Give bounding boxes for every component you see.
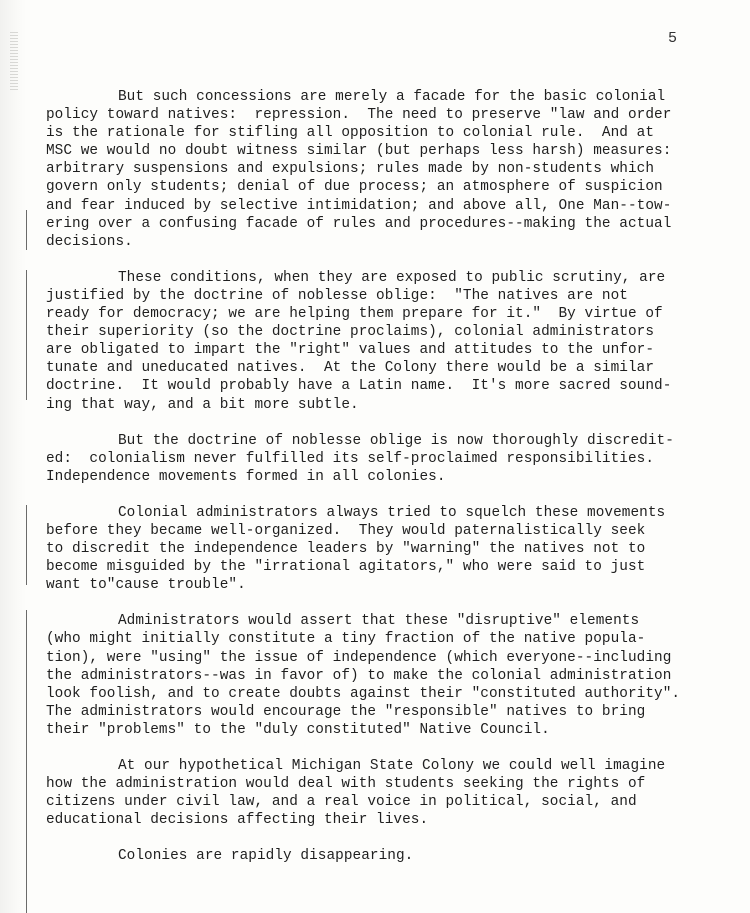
text-line: how the administration would deal with students seeking the rights of [46,776,646,793]
text-line: But such concessions are merely a facade for the basic colonial [118,89,666,105]
paragraph [46,504,706,594]
paragraph [46,757,706,829]
text-line: want to"cause trouble". [46,577,246,594]
text-line: tunate and uneducated natives. At the Colony there would be a similar [46,360,655,377]
text-line: But the doctrine of noblesse oblige is now thoroughly discredit- [118,432,674,449]
margin-line [26,210,27,250]
page-number: 5 [668,30,678,47]
text-line: (who might initially constitute a tiny fraction of the native popula- [46,631,646,648]
text-line: and fear induced by selective intimidation; and above all, One Man--tow- [46,197,672,214]
margin-line [26,270,27,400]
text-line: Independence movements formed in all colonies. [46,468,446,485]
paragraph [46,269,706,414]
text-line: doctrine. It would probably have a Latin name. It's more sacred sound- [46,378,672,395]
paragraph [46,88,706,251]
text-line: look foolish, and to create doubts against their "constituted authority". [46,685,681,702]
text-line: MSC we would no doubt witness similar (but perhaps less harsh) measures: [46,143,672,160]
text-line: decisions. [46,233,133,250]
text-line: become misguided by the "irrational agitators," who were said to just [46,559,646,576]
text-line: tion), were "using" the issue of independence (which everyone--including [46,649,672,666]
paragraph [46,847,706,865]
text-line: govern only students; denial of due process; an atmosphere of suspicion [46,179,663,196]
text-line: citizens under civil law, and a real voice in political, social, and [46,794,637,811]
text-line: policy toward natives: repression. The need to preserve "law and order [46,107,672,124]
paragraph [46,612,706,739]
scan-edge [0,0,26,913]
text-line: The administrators would encourage the "responsible" natives to bring [46,703,646,720]
text-line: their "problems" to the "duly constituted" Native Council. [46,721,550,738]
text-line: Administrators would assert that these "disruptive" elements [118,613,640,630]
text-line: justified by the doctrine of noblesse oblige: "The natives are not [46,287,628,304]
text-line: educational decisions affecting their lives. [46,812,429,829]
text-line: At our hypothetical Michigan State Colony we could well imagine [118,758,666,774]
text-line: ing that way, and a bit more subtle. [46,396,359,413]
text-line: ready for democracy; we are helping them prepare for it." By virtue of [46,306,663,323]
text-line: is the rationale for stifling all opposition to colonial rule. And at [46,125,655,142]
text-line: ering over a confusing facade of rules and procedures--making the actual [46,215,672,232]
text-line: These conditions, when they are exposed to public scrutiny, are [118,269,666,286]
text-line: ed: colonialism never fulfilled its self-proclaimed responsibilities. [46,450,655,467]
margin-line [26,505,27,585]
scan-artifact [10,32,18,92]
text-line: arbitrary suspensions and expulsions; rules made by non-students which [46,161,655,178]
document-body [46,88,706,883]
text-line: Colonies are rapidly disappearing. [118,848,414,865]
text-line: to discredit the independence leaders by "warning" the natives not to [46,541,646,558]
text-line: Colonial administrators always tried to squelch these movements [118,504,666,521]
paragraph [46,432,706,486]
text-line: are obligated to impart the "right" values and attitudes to the unfor- [46,342,655,359]
text-line: the administrators--was in favor of) to make the colonial administration [46,667,672,684]
text-line: their superiority (so the doctrine proclaims), colonial administrators [46,324,655,341]
margin-line [26,610,27,913]
text-line: before they became well-organized. They would paternalistically seek [46,522,646,539]
